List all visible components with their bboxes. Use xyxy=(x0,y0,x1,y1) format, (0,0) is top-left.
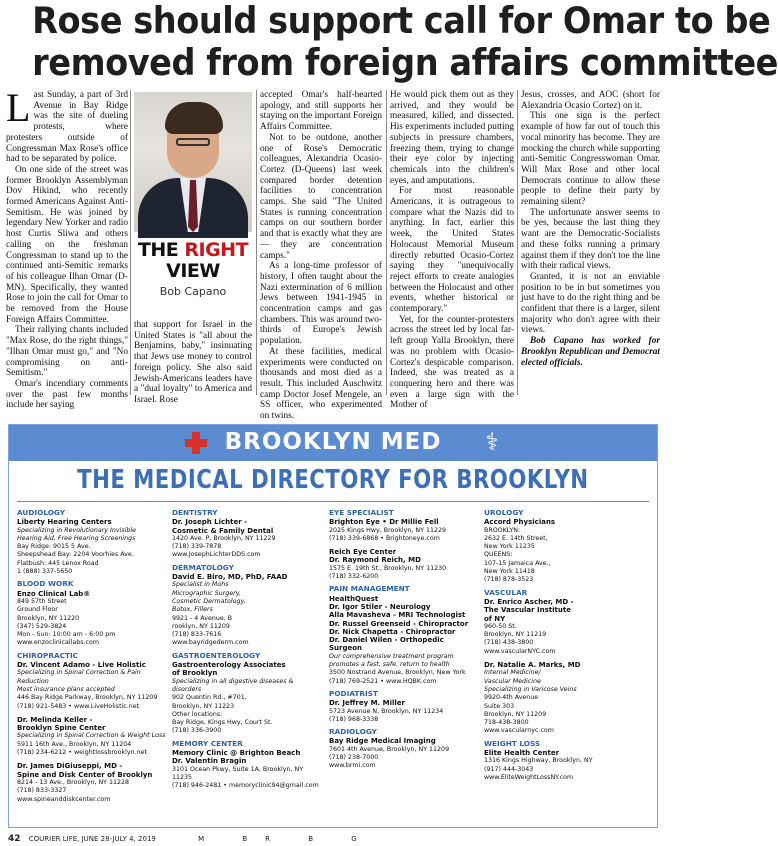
directory-entry-name: HealthQuest xyxy=(329,594,379,603)
directory-entry-name: Reich Eye Center xyxy=(329,548,397,557)
article-column-3 xyxy=(260,90,382,422)
article-paragraph: On one side of the street was former Brooklyn Assemblyman Dov Hikind, who recently formed Americans Against Anti-Semitism. He was joined by legendary New Yorker and radio host Curtis Sliwa and others calling on the freshman Congressman to stand up to the continued anti-Semitic remarks of his colleague Ilhan Omar (D-MN). Specifically, they wanted Rose to join the call for Omar to be removed from the House Foreign Affairs Committee. xyxy=(6,164,128,325)
directory-entry-detail: 2632 E. 14th Street, xyxy=(484,534,548,542)
directory-entry-detail: (718) 438-3800 xyxy=(484,639,534,647)
directory-entry-name: Dr. James DiGiuseppi, MD - xyxy=(17,762,123,771)
article-paragraph: Yet, for the counter-protesters across the street led by local far-left group Yalla Brooklyn, there was no problem with Ocasio-Cortez's despicable comparison. Indeed, she was treated as a conquering hero and there was even a large sign with the Mother of xyxy=(390,314,514,411)
directory-entry-name: Cosmetic & Family Dental xyxy=(172,526,274,535)
ad-column-4 xyxy=(484,509,644,782)
directory-section-heading: CHIROPRACTIC xyxy=(17,650,79,660)
directory-entry-name: Bay Ridge Medical Imaging xyxy=(329,737,436,746)
article-paragraph: Not to be outdone, another one of Rose's Democratic colleagues, Alexandria Ocasio-Cortez (D-Queens) last week compared border detention facilities to concentration camps. She said "The United States is running concentration camps on our southern border and that is exactly what they are — they are concentration camps." xyxy=(260,132,382,261)
author-tagline: Bob Capano has worked for Brooklyn Republican and Democrat elected officials. xyxy=(521,336,660,368)
directory-entry-detail: Sheepshead Bay: 2204 Voorhies Ave. xyxy=(17,551,134,559)
page-footer xyxy=(8,834,658,844)
directory-entry-specialty: Vascular Medicine xyxy=(484,677,541,685)
directory-entry-name: Enzo Clinical Lab® xyxy=(17,589,91,598)
medical-directory-ad xyxy=(8,424,658,828)
issue-line: COURIER LIFE, JUNE 28-JULY 4, 2019 xyxy=(28,835,156,843)
directory-entry-detail: 2025 Kings Hwy, Brooklyn, NY 11229 xyxy=(329,526,446,534)
directory-entry-detail: 9921 - 4 Avenue, B xyxy=(172,614,233,622)
directory-entry-name: Dr. Russel Greenseid - Chiropractor xyxy=(329,619,469,628)
directory-entry-name: Dr. Vincent Adamo - Live Holistic xyxy=(17,661,146,670)
article-column-5 xyxy=(521,90,660,368)
directory-entry-name: Dr. Melinda Keller - xyxy=(17,715,93,724)
directory-entry-detail: (917) 444-3043 xyxy=(484,765,534,773)
directory-entry-detail: New York 11418 xyxy=(484,568,535,576)
directory-entry-detail: 1420 Ave. P, Brooklyn, NY 11229 xyxy=(172,534,276,542)
directory-entry-specialty: Our comprehensive treatment program xyxy=(329,652,454,660)
directory-entry-detail: 107-15 Jamaica Ave., xyxy=(484,559,551,567)
directory-entry-detail: (718) 833-3327 xyxy=(17,787,67,795)
directory-entry-specialty: Specializing in Spinal Correction & Pain Reduction xyxy=(17,669,141,685)
directory-entry-detail: 7601 4th Avenue, Brooklyn, NY 11209 xyxy=(329,745,450,753)
directory-entry-specialty: Specializing in all digestive diseases & disorders xyxy=(172,677,294,693)
directory-entry-detail: www.vascularNYC.com xyxy=(484,647,556,655)
directory-entry-detail: (718) 833-7616 xyxy=(172,631,222,639)
directory-section-heading: UROLOGY xyxy=(484,508,524,517)
directory-entry-detail: (718) 339-7878 xyxy=(172,543,222,551)
article-paragraph: At these facilities, medical experiments were conducted on thousands and most died as a result. This included Auschwitz camp Doctor Josef Mengele, an SS officer, who experimented on twins. xyxy=(260,346,382,422)
directory-entry-detail: www.spineanddiskcenter.com xyxy=(17,795,111,803)
headline-line-1: Rose should support call for Omar to be xyxy=(32,0,771,42)
ad-divider xyxy=(17,501,649,502)
directory-entry-name: Liberty Hearing Centers xyxy=(17,518,112,527)
directory-section-heading: DENTISTRY xyxy=(172,508,218,517)
directory-entry-detail: Brooklyn, NY 11209 xyxy=(484,710,547,718)
column-logo-title: THE RIGHT VIEW xyxy=(137,239,249,282)
directory-entry-name: Elite Health Center xyxy=(484,749,560,758)
directory-entry-detail: (718) 878-3523 xyxy=(484,576,534,584)
article-paragraph: Jesus, crosses, and AOC (short for Alexandria Ocasio Cortez) on it. xyxy=(521,90,660,111)
ad-column-2 xyxy=(172,509,324,791)
article-paragraph: For most reasonable Americans, it is outrageous to compare what the Nazis did to anything. In fact, earlier this week, the United States Holocaust Memorial Museum directly rebutted Ocasio-Cortez saying they "unequivocally reject efforts to create analogies between the Holocaust and other events, whether historical or contemporary." xyxy=(390,186,514,315)
directory-entry-detail: Flatbush: 445 Lenox Road xyxy=(17,559,99,567)
article-paragraph: Last Sunday, a part of 3rd Avenue in Bay Ridge was the site of dueling protests, where protesters outside of Congressman Max Rose's office had to be separated by police. xyxy=(6,85,128,165)
directory-entry-detail: 849 57th Street xyxy=(17,597,67,605)
directory-entry-detail: 1 (888) 337-5650 xyxy=(17,568,73,576)
directory-section-heading: VASCULAR xyxy=(484,587,528,597)
article-column-2 xyxy=(134,320,252,406)
directory-entry-name: Dr. Joseph Lichter - xyxy=(172,518,248,527)
directory-section-heading: EYE SPECIALIST xyxy=(329,508,394,517)
directory-entry-name: Dr. Igor Stiler - Neurology xyxy=(329,602,431,611)
directory-entry-name: Alla Mavasheva - MRI Technologist xyxy=(329,611,466,620)
directory-entry-detail: Suite 303 xyxy=(484,702,515,710)
directory-entry-specialty: Botox, Fillers xyxy=(172,606,213,614)
ad-column-3 xyxy=(329,509,479,771)
directory-entry-name: Dr. Enrico Ascher, MD - xyxy=(484,597,574,606)
directory-entry-detail: Brooklyn, NY 11220 xyxy=(17,614,80,622)
directory-entry-detail: www.brmi.com xyxy=(329,762,376,770)
directory-entry-specialty: Specializing in Spinal Correction & Weight Loss xyxy=(17,732,166,740)
directory-entry-name: The Vascular Institute xyxy=(484,606,571,615)
directory-entry-detail: Brooklyn, NY 11223 xyxy=(172,702,235,710)
directory-entry-specialty: Specializing in Revolutionary Invisible xyxy=(17,526,137,534)
directory-section-heading: PAIN MANAGEMENT xyxy=(329,584,410,594)
directory-entry-detail: 960-50 St. xyxy=(484,622,517,630)
directory-entry-detail: QUEENS: xyxy=(484,551,513,559)
ad-banner-title: BROOKLYN MED xyxy=(224,429,442,455)
directory-entry-specialty: Hearing Aid, Free Hearing Screenings xyxy=(17,534,136,542)
directory-entry-detail: 1575 E. 19th St., Brooklyn, NY 11230 xyxy=(329,564,447,572)
directory-entry-detail: 5723 Avenue N, Brooklyn, NY 11234 xyxy=(329,707,444,715)
directory-entry-name: Dr. Valentin Bragin xyxy=(172,757,247,766)
directory-section-heading: RADIOLOGY xyxy=(329,727,377,737)
directory-entry-specialty: Internal Medicine/ xyxy=(484,669,541,677)
directory-entry-detail: New York 11235 xyxy=(484,543,535,551)
caduceus-icon: ⚕ xyxy=(485,430,499,456)
directory-entry-detail: 902 Quentin Rd., #701, xyxy=(172,694,247,702)
directory-entry-specialty: Cosmetic Dermatology, xyxy=(172,597,246,605)
directory-entry-detail: 3500 Nostrand Avenue, Brooklyn, New York xyxy=(329,669,466,677)
ad-column-1 xyxy=(17,509,167,804)
directory-entry-specialty: Most insurance plans accepted xyxy=(17,685,115,693)
directory-entry-detail: (718) 339-6868 • Brightoneye.com xyxy=(329,534,440,542)
column-divider xyxy=(130,90,131,395)
directory-entry-detail: Bay Ridge, Kings Hwy, Court St. xyxy=(172,719,273,727)
article-paragraph: As a long-time professor of history, I often taught about the Nazi extermination of 6 million Jews between 1941-1945 in concentration camps and gas chambers. This was around two-thirds of Europe's Jewish population. xyxy=(260,261,382,347)
article-paragraph: accepted Omar's half-hearted apology, and still supports her staying on the important Foreign Affairs Committee. xyxy=(260,90,382,133)
directory-entry-detail: 3101 Ocean Pkwy, Suite 1A, Brooklyn, NY 11235 xyxy=(172,765,304,781)
directory-entry-specialty: promotes a fast, safe, return to health xyxy=(329,661,450,669)
directory-entry-detail: 718-438-3800 xyxy=(484,719,529,727)
article-column-4 xyxy=(390,90,514,411)
directory-entry-detail: Bay Ridge: 9015 5 Ave. xyxy=(17,543,91,551)
directory-entry-detail: 9920-4th Avenue xyxy=(484,694,539,702)
directory-entry-name: Spine and Disk Center of Brooklyn xyxy=(17,770,153,779)
directory-entry-detail: (718) 332-6200 xyxy=(329,573,379,581)
article-paragraph: Omar's incendiary comments over the past few months include her saying xyxy=(6,378,128,411)
directory-entry-name: Dr. Natalie A. Marks, MD xyxy=(484,661,581,670)
article-paragraph: This one sign is the perfect example of how far out of touch this vocal minority has become. They are mocking the church while supporting anti-Semitic Congresswoman Omar. Will Max Rose and other local Democrats continue to allow these people to define their party by remaining silent? xyxy=(521,111,660,208)
directory-entry-specialty: Micrographic Surgery, xyxy=(172,589,242,597)
directory-entry-name: of Brooklyn xyxy=(172,669,218,678)
directory-entry-detail: (718) 238-7000 xyxy=(329,754,379,762)
directory-entry-detail: 446 Bay Ridge Parkway, Brooklyn, NY 11209 xyxy=(17,694,158,702)
directory-section-heading: WEIGHT LOSS xyxy=(484,738,541,748)
directory-section-heading: MEMORY CENTER xyxy=(172,738,243,748)
article-column-1 xyxy=(6,85,128,411)
directory-entry-specialty: Specialist in Mohs xyxy=(172,581,229,589)
column-divider xyxy=(517,90,518,395)
directory-entry-detail: Brooklyn, NY 11219 xyxy=(484,631,547,639)
directory-entry-detail: www.JosephLichterDDS.com xyxy=(172,551,261,559)
article-paragraph: that support for Israel in the United States is "all about the Benjamins, baby," insinuating that Jews use money to control foreign policy. She also said Jewish-Americans leaders have a "dual loyalty" to America and Israel. Rose xyxy=(134,320,252,405)
directory-entry-detail: www.enzoclinicallabs.com xyxy=(17,639,100,647)
article-paragraph: Their rallying chants included "Max Rose, do the right things," "Ilhan Omar must go," and "No compromising on anti-Semitism." xyxy=(6,325,128,379)
author-photo xyxy=(134,92,252,232)
directory-entry-name: Brooklyn Spine Center xyxy=(17,724,106,733)
directory-entry-detail: Mon - Sun: 10:00 am - 6:00 pm xyxy=(17,631,116,639)
article-paragraph: He would pick them out as they arrived, and they would be measured, killed, and dissected. His experiments included putting subjects in pressure chambers, freezing them, trying to change their eye color by injecting chemicals into the children's eyes, and amputations. xyxy=(390,90,514,186)
directory-entry-detail: www.bayridgederm.com xyxy=(172,639,249,647)
directory-section-heading: AUDIOLOGY xyxy=(17,508,66,517)
directory-entry-name: Dr. Raymond Reich, MD xyxy=(329,556,421,565)
column-divider xyxy=(256,90,257,395)
directory-entry-name: Gastroenterology Associates xyxy=(172,661,286,670)
directory-entry-detail: (718) 946-2481 • memoryclinic94@gmail.com xyxy=(172,782,319,790)
directory-entry-detail: BROOKLYN: xyxy=(484,526,521,534)
directory-entry-detail: rooklyn, NY 11209 xyxy=(172,622,230,630)
article-paragraph: The unfortunate answer seems to be yes, because the last thing they want are the Democratic-Socialists and these folks running a primary against them if they don't toe the line with their radical views. xyxy=(521,207,660,272)
directory-entry-detail: (718) 234-6212 • weightlossbrooklyn.net xyxy=(17,749,147,757)
directory-section-heading: PODIATRIST xyxy=(329,688,378,698)
directory-entry-detail: 8214 - 13 Ave., Brooklyn, NY 11228 xyxy=(17,778,130,786)
directory-entry-name: Memory Clinic @ Brighton Beach xyxy=(172,749,301,758)
directory-entry-detail: 5911 16th Ave., Brooklyn, NY 11204 xyxy=(17,740,132,748)
edition-marks: M BR B G xyxy=(198,835,375,843)
directory-entry-specialty: Specializing in Varicose Veins xyxy=(484,685,577,693)
directory-entry-name: Dr. Jeffrey M. Miller xyxy=(329,699,406,708)
ad-subtitle: THE MEDICAL DIRECTORY FOR BROOKLYN xyxy=(77,465,589,495)
directory-entry-name: of NY xyxy=(484,614,506,623)
directory-entry-detail: (718) 769-2521 • www.HQBK.com xyxy=(329,677,437,685)
directory-entry-detail: (718) 968-3338 xyxy=(329,715,379,723)
directory-section-heading: DERMATOLOGY xyxy=(172,562,234,572)
directory-entry-name: Dr. Nick Chapetta - Chiropractor xyxy=(329,627,456,636)
directory-section-heading: BLOOD WORK xyxy=(17,579,74,589)
directory-entry-detail: (347) 529-3824 xyxy=(17,622,67,630)
drop-cap: L xyxy=(6,85,31,130)
byline: Bob Capano xyxy=(159,285,227,298)
page-number: 42 xyxy=(8,834,21,844)
directory-entry-name: Dr. Daniel Wilen - Orthopedic Surgeon xyxy=(329,636,444,653)
article-paragraph: Granted, it is not an enviable position to be in but sometimes you just have to do the right thing and be confident that there is a larger, silent majority who don't agree with their views. xyxy=(521,271,660,336)
column-logo xyxy=(134,240,252,298)
directory-entry-detail: 1316 Kings Highway, Brooklyn, NY xyxy=(484,757,593,765)
headline xyxy=(6,0,778,84)
directory-entry-name: Brighton Eye • Dr Millie Fell xyxy=(329,518,439,527)
directory-entry-name: David E. Biro, MD, PhD, FAAD xyxy=(172,573,288,582)
directory-entry-detail: Other locations: xyxy=(172,710,223,718)
headline-line-2: removed from foreign affairs committee xyxy=(32,41,778,84)
directory-entry-name: Accord Physicians xyxy=(484,518,556,527)
directory-entry-detail: www.vascularnyc.com xyxy=(484,727,554,735)
directory-entry-detail: (718) 336-3900 xyxy=(172,727,222,735)
column-divider xyxy=(386,90,387,395)
directory-entry-detail: Ground Floor xyxy=(17,606,58,614)
directory-entry-detail: www.EliteWeightLossNY.com xyxy=(484,773,574,781)
directory-section-heading: GASTROENTEROLOGY xyxy=(172,650,261,660)
directory-entry-detail: (718) 921-5483 • www.LiveHolistic.net xyxy=(17,702,140,710)
